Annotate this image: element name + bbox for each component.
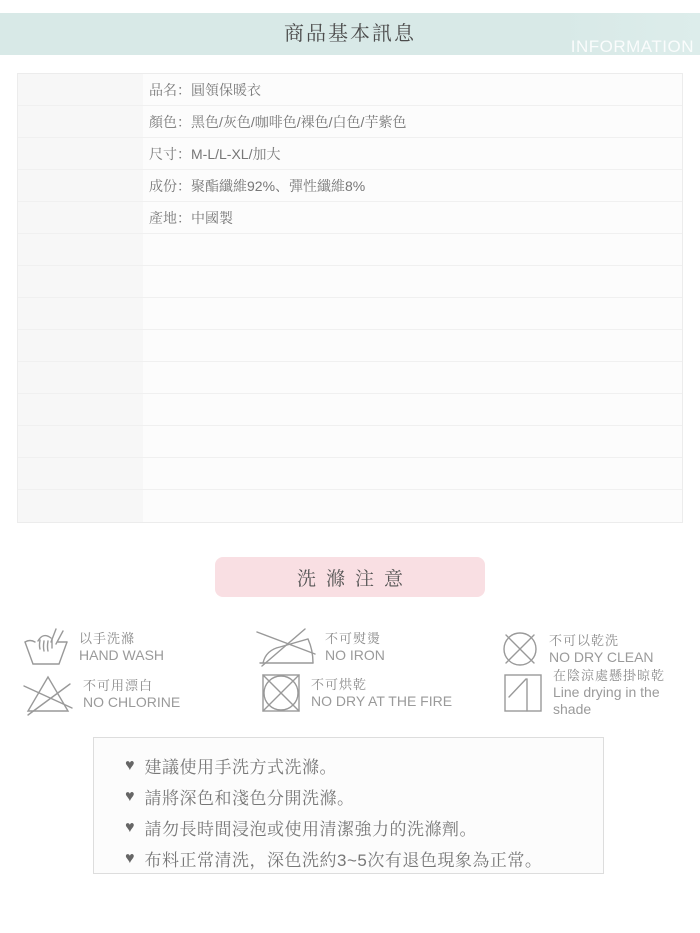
care-icon-cell	[22, 671, 180, 717]
care-note-text: 請勿長時間浸泡或使用清潔強力的洗滌劑。	[144, 820, 477, 839]
line-dry-shade-icon	[502, 672, 544, 714]
care-labels	[325, 631, 385, 664]
table-row	[18, 106, 682, 138]
table-row-empty	[18, 458, 682, 490]
row-content	[143, 458, 682, 489]
care-note-text: 布料正常清洗，深色洗約3~5次有退色現象為正常。	[144, 851, 543, 870]
row-content	[143, 394, 682, 425]
care-note	[125, 843, 603, 874]
care-label-zh: 不可烘乾	[311, 676, 368, 692]
care-note-text: 請將深色和淺色分開洗滌。	[144, 789, 355, 808]
care-labels	[553, 668, 700, 718]
field-separator: ：	[177, 145, 191, 162]
row-spacer	[18, 298, 143, 329]
table-row-empty	[18, 490, 682, 522]
field-value: M-L/L-XL/加大	[191, 145, 281, 162]
heart-bullet-icon: ♥	[125, 849, 135, 867]
heart-bullet-icon: ♥	[125, 756, 135, 774]
row-content	[143, 234, 682, 265]
wash-title-banner	[215, 557, 485, 597]
row-spacer	[18, 202, 143, 233]
row-spacer	[18, 266, 143, 297]
row-spacer	[18, 426, 143, 457]
table-row-empty	[18, 266, 682, 298]
row-spacer	[18, 138, 143, 169]
table-row-empty	[18, 234, 682, 266]
care-label-zh: 以手洗滌	[79, 630, 136, 646]
table-row	[18, 138, 682, 170]
table-row-empty	[18, 394, 682, 426]
care-labels	[311, 677, 452, 710]
care-label-en: Line drying in the shade	[553, 684, 660, 717]
table-row	[18, 202, 682, 234]
row-spacer	[18, 234, 143, 265]
field-label: 品名	[149, 81, 177, 98]
header-band	[0, 13, 700, 55]
care-icon-cell	[22, 624, 164, 670]
row-spacer	[18, 106, 143, 137]
row-spacer	[18, 458, 143, 489]
row-spacer	[18, 170, 143, 201]
field-value: 圓領保暖衣	[191, 81, 261, 98]
care-label-zh: 不可以乾洗	[549, 632, 620, 648]
care-label-en: NO CHLORINE	[83, 693, 181, 710]
row-spacer	[18, 394, 143, 425]
row-content	[143, 202, 682, 233]
care-labels	[83, 678, 180, 711]
field-value: 黑色/灰色/咖啡色/裸色/白色/芋紫色	[191, 113, 407, 130]
care-label-en: HAND WASH	[79, 646, 165, 663]
care-icon-cell	[260, 670, 452, 716]
row-content	[143, 170, 682, 201]
field-separator: ：	[177, 81, 191, 98]
field-label: 成份	[149, 177, 177, 194]
table-row-empty	[18, 298, 682, 330]
field-label: 顏色	[149, 113, 177, 130]
care-label-en: NO DRY CLEAN	[549, 648, 654, 665]
care-note	[125, 781, 603, 812]
field-value: 中國製	[191, 209, 233, 226]
care-icon-cell	[502, 670, 700, 716]
table-row-empty	[18, 362, 682, 394]
heart-bullet-icon: ♥	[125, 818, 135, 836]
row-content	[143, 74, 682, 105]
row-content	[143, 362, 682, 393]
no-chlorine-icon	[22, 672, 74, 716]
field-label: 產地	[149, 209, 177, 226]
table-row	[18, 74, 682, 106]
row-content	[143, 298, 682, 329]
no-dry-clean-icon	[500, 630, 540, 668]
table-row-empty	[18, 426, 682, 458]
no-tumble-dry-icon	[260, 672, 302, 714]
field-separator: ：	[177, 113, 191, 130]
field-separator: ：	[177, 177, 191, 194]
care-note-text: 建議使用手洗方式洗滌。	[144, 758, 337, 777]
product-table	[17, 73, 683, 523]
care-labels	[79, 631, 164, 664]
page-title: 商品基本訊息	[284, 23, 416, 45]
field-label: 尺寸	[149, 145, 177, 162]
wash-title: 洗滌注意	[296, 568, 413, 590]
no-iron-icon	[256, 626, 316, 668]
care-label-zh: 在陰涼處懸掛晾乾	[553, 668, 666, 683]
hand-wash-icon	[22, 627, 70, 667]
care-note	[125, 750, 603, 781]
row-content	[143, 138, 682, 169]
row-spacer	[18, 330, 143, 361]
field-separator: ：	[177, 209, 191, 226]
care-label-en: NO DRY AT THE FIRE	[311, 692, 453, 709]
heart-bullet-icon: ♥	[125, 787, 135, 805]
row-spacer	[18, 74, 143, 105]
row-content	[143, 426, 682, 457]
information-watermark: INFORMATION	[570, 37, 694, 56]
care-icon-cell	[500, 626, 654, 672]
field-value: 聚酯纖維92%、彈性纖維8%	[191, 177, 366, 194]
care-icon-cell	[256, 624, 385, 670]
row-content	[143, 330, 682, 361]
row-content	[143, 490, 682, 522]
row-content	[143, 266, 682, 297]
care-label-zh: 不可熨燙	[325, 630, 382, 646]
table-row	[18, 170, 682, 202]
care-labels	[549, 633, 654, 666]
row-spacer	[18, 362, 143, 393]
care-note	[125, 812, 603, 843]
row-content	[143, 106, 682, 137]
row-spacer	[18, 490, 143, 522]
care-label-zh: 不可用漂白	[83, 677, 154, 693]
care-notes-box	[93, 737, 604, 874]
care-label-en: NO IRON	[325, 646, 385, 663]
table-row-empty	[18, 330, 682, 362]
